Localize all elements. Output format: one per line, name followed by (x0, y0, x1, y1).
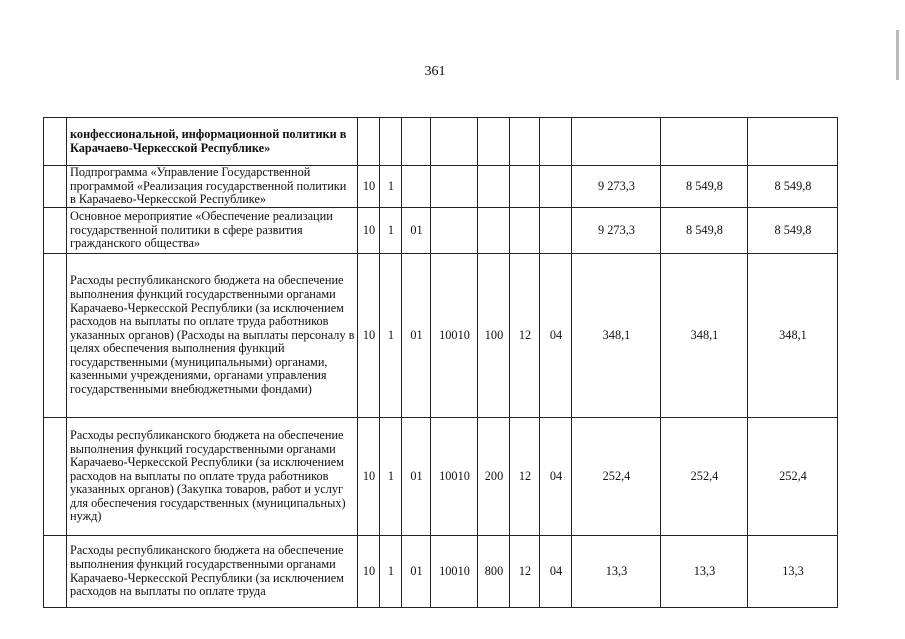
amount-year-2-cell: 13,3 (661, 536, 748, 608)
description-cell: Подпрограмма «Управление Государственной программой «Реализация государственной политики в Карачаево-Черкесской Республике» (67, 166, 358, 208)
subchapter-code-cell (540, 118, 572, 166)
subsection-code-cell (380, 118, 402, 166)
page-number: 361 (424, 64, 446, 79)
amount-year-1-cell: 13,3 (572, 536, 661, 608)
description-cell: Расходы республиканского бюджета на обеспечение выполнения функций государственными органами Карачаево-Черкесской Республики (за исключением расходов на выплаты по оплате труда работников указанных органов) (Расходы на выплаты персоналу в целях обеспечения выполнения функций государственными (муниципальными) органами, казенными учреждениями, органами управления государственными внебюджетными фондами) (67, 254, 358, 418)
section-code-cell: 10 (358, 208, 380, 254)
chapter-code-cell: 12 (510, 418, 540, 536)
program-code-cell: 01 (402, 536, 431, 608)
section-code-cell: 10 (358, 418, 380, 536)
amount-year-3-cell: 13,3 (748, 536, 838, 608)
subchapter-code-cell (540, 166, 572, 208)
program-code-cell (402, 166, 431, 208)
row-number-cell (44, 118, 67, 166)
expense-type-code-cell: 100 (478, 254, 510, 418)
program-code-cell: 01 (402, 208, 431, 254)
amount-year-1-cell: 348,1 (572, 254, 661, 418)
chapter-code-cell (510, 118, 540, 166)
program-code-cell: 01 (402, 418, 431, 536)
amount-year-2-cell (661, 118, 748, 166)
description-cell: конфессиональной, информационной политики в Карачаево-Черкесской Республике» (67, 118, 358, 166)
amount-year-2-cell: 348,1 (661, 254, 748, 418)
subsection-code-cell: 1 (380, 208, 402, 254)
amount-year-3-cell: 8 549,8 (748, 166, 838, 208)
subsection-code-cell: 1 (380, 536, 402, 608)
section-code-cell: 10 (358, 536, 380, 608)
section-code-cell (358, 118, 380, 166)
description-cell: Расходы республиканского бюджета на обеспечение выполнения функций государственными органами Карачаево-Черкесской Республики (за исключением расходов на выплаты по оплате труда (67, 536, 358, 608)
program-code-cell: 01 (402, 254, 431, 418)
amount-year-3-cell: 252,4 (748, 418, 838, 536)
amount-year-1-cell: 9 273,3 (572, 166, 661, 208)
table-row (44, 418, 838, 536)
row-number-cell (44, 536, 67, 608)
amount-year-3-cell: 8 549,8 (748, 208, 838, 254)
budget-table (43, 117, 838, 608)
chapter-code-cell (510, 166, 540, 208)
subsection-code-cell: 1 (380, 166, 402, 208)
amount-year-2-cell: 252,4 (661, 418, 748, 536)
target-code-cell (431, 166, 478, 208)
amount-year-2-cell: 8 549,8 (661, 166, 748, 208)
scan-edge-mark (896, 30, 899, 80)
row-number-cell (44, 254, 67, 418)
amount-year-1-cell (572, 118, 661, 166)
description-cell: Расходы республиканского бюджета на обеспечение выполнения функций государственными органами Карачаево-Черкесской Республики (за исключением расходов на выплаты по оплате труда работников указанных органов) (Закупка товаров, работ и услуг для обеспечения государственных (муниципальных) нужд) (67, 418, 358, 536)
target-code-cell (431, 118, 478, 166)
amount-year-1-cell: 252,4 (572, 418, 661, 536)
expense-type-code-cell (478, 208, 510, 254)
program-code-cell (402, 118, 431, 166)
chapter-code-cell: 12 (510, 254, 540, 418)
amount-year-3-cell (748, 118, 838, 166)
subsection-code-cell: 1 (380, 418, 402, 536)
table-row (44, 536, 838, 608)
section-code-cell: 10 (358, 166, 380, 208)
amount-year-3-cell: 348,1 (748, 254, 838, 418)
expense-type-code-cell (478, 166, 510, 208)
expense-type-code-cell: 200 (478, 418, 510, 536)
subchapter-code-cell: 04 (540, 254, 572, 418)
target-code-cell: 10010 (431, 536, 478, 608)
table-row (44, 254, 838, 418)
amount-year-2-cell: 8 549,8 (661, 208, 748, 254)
description-cell: Основное мероприятие «Обеспечение реализации государственной политики в сфере развития гражданского общества» (67, 208, 358, 254)
subchapter-code-cell: 04 (540, 418, 572, 536)
table-row (44, 166, 838, 208)
subsection-code-cell: 1 (380, 254, 402, 418)
subchapter-code-cell (540, 208, 572, 254)
section-code-cell: 10 (358, 254, 380, 418)
table-row (44, 208, 838, 254)
chapter-code-cell: 12 (510, 536, 540, 608)
row-number-cell (44, 208, 67, 254)
amount-year-1-cell: 9 273,3 (572, 208, 661, 254)
expense-type-code-cell (478, 118, 510, 166)
table-row (44, 118, 838, 166)
chapter-code-cell (510, 208, 540, 254)
row-number-cell (44, 166, 67, 208)
expense-type-code-cell: 800 (478, 536, 510, 608)
target-code-cell (431, 208, 478, 254)
row-number-cell (44, 418, 67, 536)
subchapter-code-cell: 04 (540, 536, 572, 608)
target-code-cell: 10010 (431, 418, 478, 536)
target-code-cell: 10010 (431, 254, 478, 418)
budget-table-body (44, 118, 838, 608)
